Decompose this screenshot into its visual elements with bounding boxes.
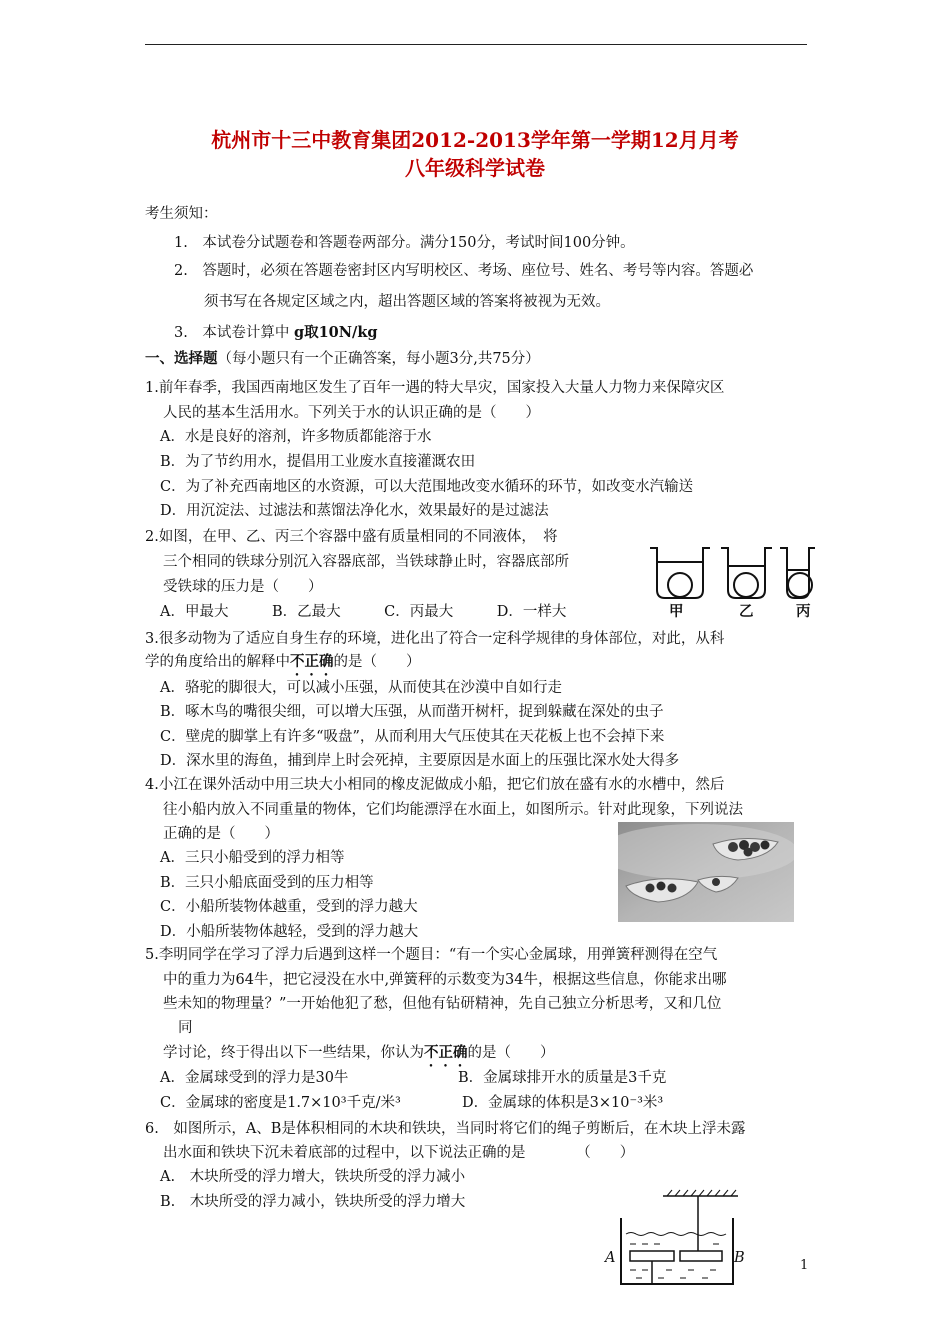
q3-option-b: B．啄木鸟的嘴很尖细，可以增大压强，从而凿开树杆，捉到躲藏在深处的虫子 [160,704,664,720]
q1-option-a: A．水是良好的溶剂，许多物质都能溶于水 [160,429,432,445]
notice-item-2b: 须书写在各规定区域之内，超出答题区域的答案将被视为无效。 [204,294,610,310]
q2-label-bing: 丙 [796,603,811,620]
q1-option-c: C．为了补充西南地区的水资源，可以大范围地改变水循环的环节，如改变水汽输送 [160,479,694,495]
q6-option-a: A. 木块所受的浮力增大，铁块所受的浮力减小 [160,1169,466,1185]
notice-item-3 [174,323,378,343]
q3-option-d: D．深水里的海鱼，捕到岸上时会死掉，主要原因是水面上的压强比深水处大得多 [160,753,680,769]
q5-stem-5-pre: 学讨论，终于得出以下一些结果，你认为 [163,1045,424,1061]
q4-stem-3: 正确的是（ ） [163,826,279,842]
q4-option-a: A．三只小船受到的浮力相等 [160,850,345,866]
q3-stem-2-pre: 学的角度给出的解释中 [145,654,290,670]
q5-stem-2: 中的重力为64牛，把它浸没在水中,弹簧秤的示数变为34牛，根据这些信息，你能求出哪 [163,972,727,988]
notice-item-3-bold: g取10N/kg [293,324,378,341]
q3-stem-1: 3.很多动物为了适应自身生存的环境，进化出了符合一定科学规律的身体部位，对此，从科 [145,631,725,647]
ceiling-hatching [667,1190,736,1196]
q5-stem-5 [163,1043,555,1070]
q5-stem-1: 5.李明同学在学习了浮力后遇到这样一个题目：“有一个实心金属球，用弹簧秤测得在空气 [145,947,718,963]
q2-stem-1: 2.如图，在甲、乙、丙三个容器中盛有质量相同的不同液体， 将 [145,529,558,545]
notice-item-1: 1. 本试卷分试题卷和答题卷两部分。满分150分，考试时间100分钟。 [174,235,635,251]
q2-label-yi: 乙 [739,603,754,620]
section-heading [145,349,540,369]
notice-item-3-text: 3. 本试卷计算中 [174,325,294,341]
section-title: 一、选择题 [145,350,218,367]
q5-option-d: D．金属球的体积是3×10⁻³米³ [462,1095,664,1111]
q1-stem-1: 1.前年春季，我国西南地区发生了百年一遇的特大旱灾，国家投入大量人力物力来保障灾区 [145,380,725,396]
q5-stem-3: 些未知的物理量？”一开始他犯了愁，但他有钻研精神，先自己独立分析思考，又和几位 [163,996,722,1012]
iron-ball-yi [734,573,758,597]
q5-stem-4: 同 [178,1020,193,1036]
q6-label-b: B [734,1250,745,1266]
q4-option-c: C．小船所装物体越重，受到的浮力越大 [160,899,418,915]
exam-title: 杭州市十三中教育集团2012-2013学年第一学期12月月考 [211,128,739,152]
q2-label-jia: 甲 [669,603,684,620]
iron-block-b [680,1251,722,1261]
q3-option-a: A．骆驼的脚很大，可以减小压强，从而使其在沙漠中自如行走 [160,680,562,696]
q2-stem-2: 三个相同的铁球分别沉入容器底部，当铁球静止时，容器底部所 [163,554,569,570]
exam-subtitle: 八年级科学试卷 [405,156,545,180]
q5-option-a: A．金属球受到的浮力是30牛 [160,1070,349,1086]
q5-option-c: C．金属球的密度是1.7×10³千克/米³ [160,1095,401,1111]
q3-stem-2-emphasis: 不正确 [290,653,334,670]
q2-options: A．甲最大 B．乙最大 C．丙最大 D．一样大 [160,604,567,620]
q6-option-b: B. 木块所受的浮力减小，铁块所受的浮力增大 [160,1194,466,1210]
q3-stem-2-post: 的是（ ） [333,654,421,670]
q6-stem-2: 出水面和铁块下沉未着底部的过程中，以下说法正确的是 （ ） [163,1145,635,1161]
iron-ball-jia [668,573,692,597]
q6-tank-figure [618,1188,748,1292]
q4-boats-photo [618,822,794,922]
q5-option-b: B．金属球排开水的质量是3千克 [458,1070,667,1086]
q1-option-b: B．为了节约用水，提倡用工业废水直接灌溉农田 [160,454,476,470]
q5-stem-5-emphasis: 不正确 [424,1044,468,1061]
q6-label-a: A [605,1250,616,1266]
wooden-block-a [630,1251,674,1261]
q4-option-d: D．小船所装物体越轻，受到的浮力越大 [160,924,419,940]
q1-stem-2: 人民的基本生活用水。下列关于水的认识正确的是（ ） [163,405,540,421]
q3-stem-2 [145,652,421,679]
section-note: （每小题只有一个正确答案，每小题3分,共75分） [217,351,540,367]
notice-item-2a: 2. 答题时，必须在答题卷密封区内写明校区、考场、座位号、姓名、考号等内容。答题必 [174,263,754,279]
q4-stem-1: 4.小江在课外活动中用三块大小相同的橡皮泥做成小船，把它们放在盛有水的水槽中，然后 [145,777,725,793]
q5-stem-5-post: 的是（ ） [467,1045,555,1061]
q3-option-c: C．壁虎的脚掌上有许多“吸盘”，从而利用大气压使其在天花板上也不会掉下来 [160,729,665,745]
page-number: 1 [800,1258,809,1273]
header-rule [145,44,807,45]
q4-option-b: B．三只小船底面受到的压力相等 [160,875,374,891]
q6-stem-1: 6. 如图所示，A、B是体积相同的木块和铁块，当同时将它们的绳子剪断后，在木块上浮未露 [145,1121,746,1137]
q2-stem-3: 受铁球的压力是（ ） [163,579,323,595]
notice-heading: 考生须知： [145,206,218,222]
q1-option-d: D．用沉淀法、过滤法和蒸馏法净化水，效果最好的是过滤法 [160,503,549,519]
q4-stem-2: 往小船内放入不同重量的物体，它们均能漂浮在水面上，如图所示。针对此现象，下列说法 [163,802,743,818]
